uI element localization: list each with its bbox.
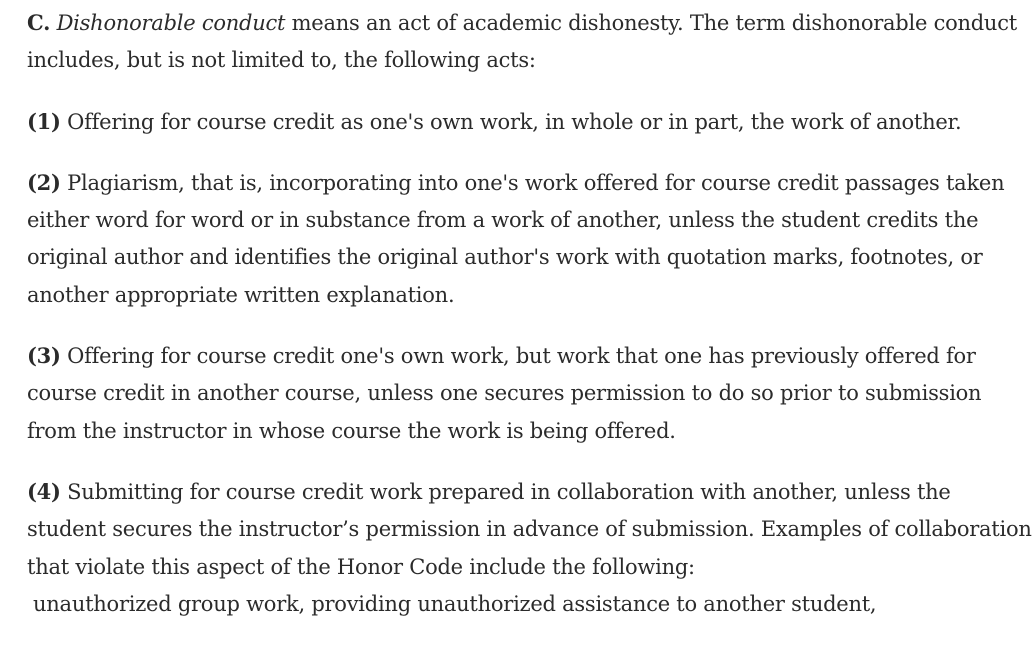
list-item-3 xyxy=(27,337,1032,450)
item-text: Submitting for course credit work prepared in collaboration with another, unless the student secures the instructor’s permission in advance of submission. Examples of collaboration that violate this aspect of the Honor Code include the following: xyxy=(27,479,1032,579)
honor-code-document xyxy=(27,4,1032,646)
item-marker: (2) xyxy=(27,169,61,195)
item-text: Offering for course credit one's own work, but work that one has previously offered for course credit in another course, unless one secures permission to do so prior to submission from the instructor in whose course the work is being offered. xyxy=(27,344,982,443)
defined-term: Dishonorable conduct xyxy=(56,11,286,35)
item-marker: (1) xyxy=(27,108,61,134)
item-text: Plagiarism, that is, incorporating into one's work offered for course credit passages taken either word for word or in substance from a work of another, unless the student credits the original author and identifies the original author's work with quotation marks, footnotes, or another appropriate written explanation. xyxy=(27,170,1005,307)
list-item-4 xyxy=(27,473,1032,623)
item-marker: (3) xyxy=(27,343,61,369)
definition-text: means an act of academic dishonesty. The term dishonorable conduct includes, but is not limited to, the following acts: xyxy=(27,11,1017,73)
section-marker: C. xyxy=(27,10,51,35)
item-text: Offering for course credit as one's own work, in whole or in part, the work of another. xyxy=(60,109,962,134)
list-item-2 xyxy=(27,164,1032,314)
list-item-1 xyxy=(27,103,1032,141)
item-marker: (4) xyxy=(27,478,61,504)
item-continuation-text: unauthorized group work, providing unauthorized assistance to another student, xyxy=(33,591,877,616)
section-c-definition xyxy=(27,4,1032,80)
